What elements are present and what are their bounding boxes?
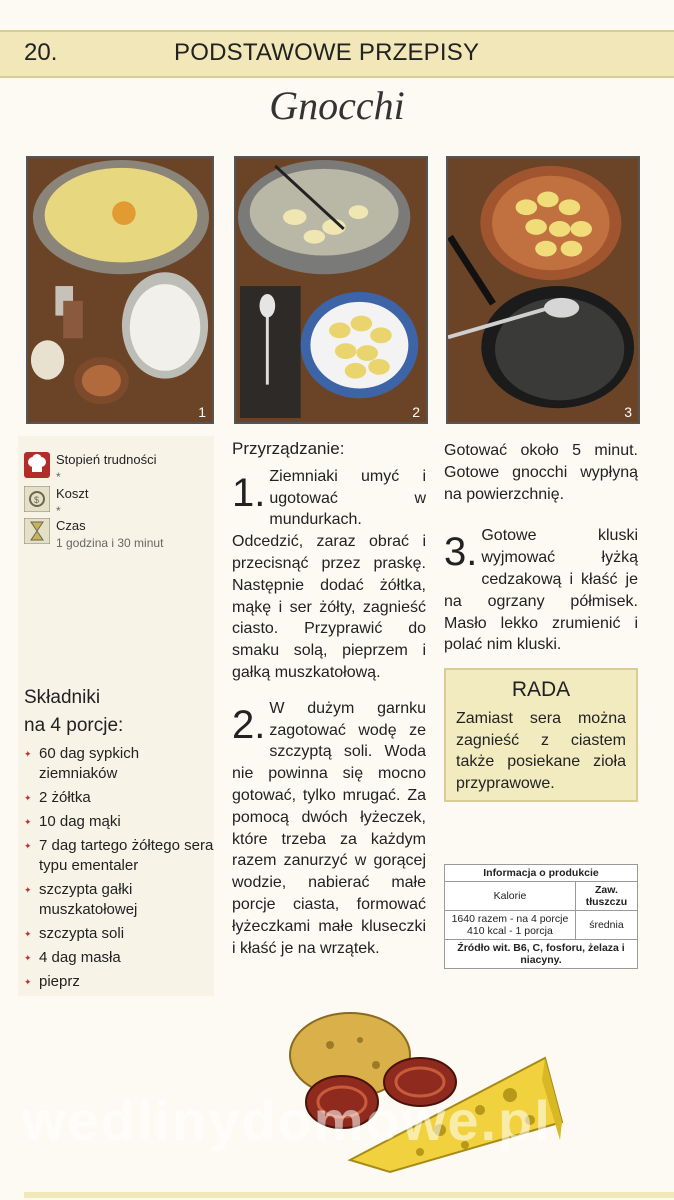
- photo-number: 3: [624, 404, 632, 420]
- nutrition-table: [444, 864, 638, 969]
- photo-step-3: [446, 156, 640, 424]
- step-1-text: Ziemniaki umyć i ugotować w mundurkach. Odcedzić, zaraz obrać i przecisnąć przez praskę. Następnie dodać żółtka, mąkę i ser żółty, zagnieść ciasto. Przyprawić do smaku solą, pieprzem i gałką muszkatołową.: [232, 467, 426, 681]
- preparation-column-1: [232, 438, 426, 959]
- nutrition-title: Informacja o produkcie: [445, 865, 638, 882]
- step-2-text: W dużym garnku zagotować wodę ze szczyptą soli. Woda nie powinna się mocno gotować, tylko mrugać. Za pomocą dwóch łyżeczek, które trzeba za każdym razem zanurzyć w gorącej wodzie, nabierać małe porcje ciasta, formować łyżeczkami małe kluseczki i kłaść je na wrzątek.: [232, 699, 426, 957]
- ingredient-item: ✦ 10 dag mąki: [24, 812, 214, 832]
- nutrition-footer: Źródło wit. B6, C, fosforu, żelaza i niacyny.: [445, 940, 638, 969]
- step-2-number: 2.: [232, 702, 266, 747]
- preparation-column-2: [444, 440, 638, 656]
- fat-value: średnia: [575, 911, 637, 940]
- ingredient-item: ✦ 7 dag tartego żółtego sera typu ementaler: [24, 836, 214, 876]
- page-number: 20.: [24, 39, 58, 66]
- step-1: [232, 466, 426, 684]
- section-title: PODSTAWOWE PRZEPISY: [174, 39, 480, 66]
- tip-title: RADA: [511, 678, 571, 701]
- ingredients-list: [24, 744, 214, 996]
- photo-number: 2: [412, 404, 420, 420]
- step-3-number: 3.: [444, 530, 478, 575]
- calories-header: Kalorie: [445, 882, 576, 911]
- ingredient-item: ✦ 4 dag masła: [24, 948, 214, 968]
- hourglass-icon: [24, 518, 50, 544]
- step-3-text: Gotowe kluski wyjmować łyżką cedzakową i kłaść je na ogrzany półmisek. Masło lekko zrumienić i polać nim kluski.: [444, 527, 638, 654]
- ingredient-item: ✦ szczypta soli: [24, 924, 214, 944]
- ingredient-item: ✦ 2 żółtka: [24, 788, 214, 808]
- difficulty-value: *: [56, 470, 61, 484]
- photo-step-2: [234, 156, 428, 424]
- cost-value: *: [56, 504, 61, 518]
- step-2: [232, 698, 426, 960]
- calories-value: 1640 razem - na 4 porcje 410 kcal - 1 porcja: [445, 911, 576, 940]
- cost-label: Koszt: [56, 486, 89, 501]
- step-2-continued: Gotować około 5 minut. Gotowe gnocchi wypłyną na powierzchnię.: [444, 442, 638, 503]
- time-value: 1 godzina i 30 minut: [56, 536, 164, 550]
- svg-text:$: $: [34, 495, 40, 505]
- ingredient-item: ✦ szczypta gałki muszkatołowej: [24, 880, 214, 920]
- fat-header: Zaw. tłuszczu: [575, 882, 637, 911]
- coin-icon: [24, 486, 50, 512]
- ingredient-item: ✦ pieprz: [24, 972, 214, 992]
- chef-hat-icon: [24, 452, 50, 478]
- recipe-title: Gnocchi: [269, 83, 405, 128]
- header-bar: [0, 30, 674, 78]
- tip-box: [444, 668, 638, 802]
- ingredient-item: ✦ 60 dag sypkich ziemniaków: [24, 744, 214, 784]
- step-3: [444, 525, 638, 656]
- step-1-number: 1.: [232, 470, 266, 515]
- preparation-heading: Przyrządzanie:: [232, 439, 345, 458]
- time-label: Czas: [56, 518, 86, 533]
- photo-number: 1: [198, 404, 206, 420]
- difficulty-label: Stopień trudności: [56, 452, 157, 467]
- bottom-bar: [24, 1192, 674, 1198]
- ingredients-heading-text: Składniki na 4 porcje:: [24, 687, 124, 736]
- tip-text: Zamiast sera można zagnieść z ciastem także posiekane zioła przyprawowe.: [456, 710, 626, 792]
- photo-step-1: [26, 156, 214, 424]
- watermark: wedlinydomowe.pl: [22, 1089, 552, 1152]
- ingredients-heading: [24, 684, 123, 740]
